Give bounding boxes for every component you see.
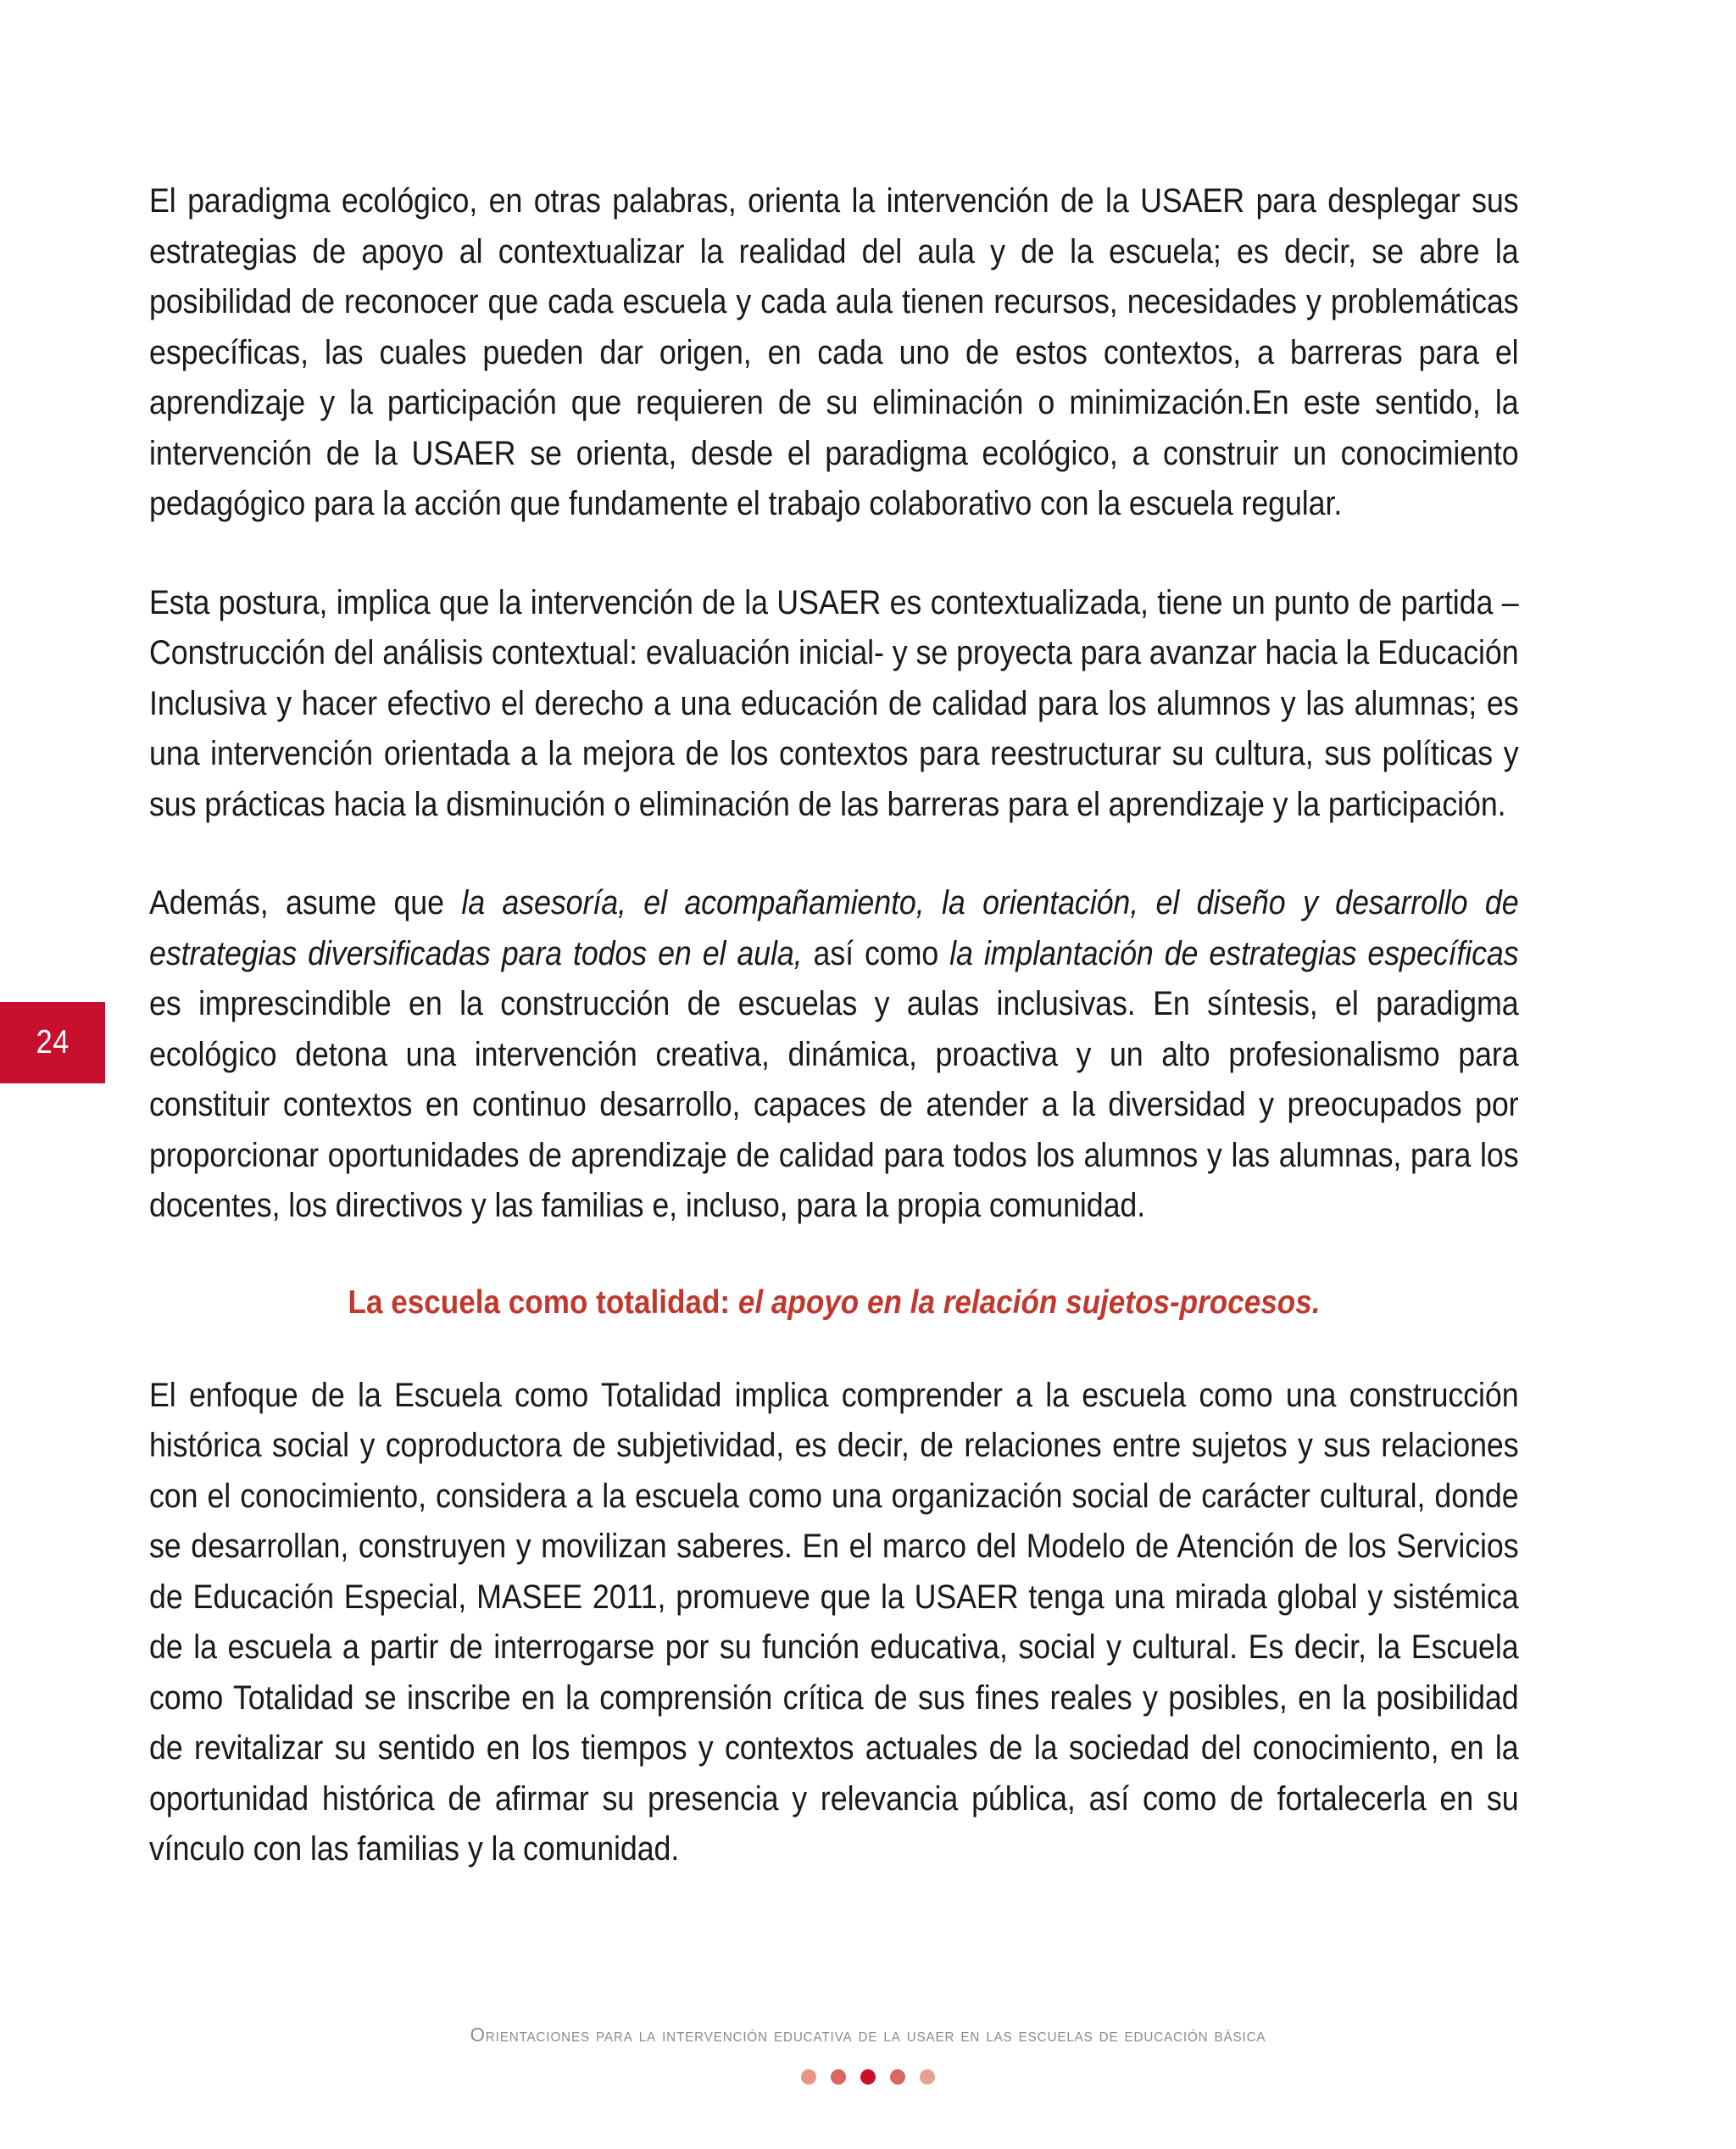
- paragraph-2: Esta postura, implica que la intervención de la USAER es contextualizada, tiene un punto de partida –Construcción del análisis contextual: evaluación inicial- y se proyecta para avanzar hacia la Educación Inclusiva y hacer efectivo el derecho a una educación de calidad para los alumnos y las alumnas; es una intervención orientada a la mejora de los contextos para reestructurar su cultura, sus políticas y sus prácticas hacia la disminución o eliminación de las barreras para el aprendizaje y la participación.: [149, 583, 1519, 823]
- paragraph-3: [149, 878, 1519, 1232]
- paragraph-3-emphasis-1: la asesoría, el acompañamiento, la orientación, el diseño y desarrollo de estrategias diversificadas para todos en el aula,: [149, 884, 1519, 972]
- page-content: [149, 176, 1519, 1875]
- paragraph-3-tail: es imprescindible en la construcción de escuelas y aulas inclusivas. En síntesis, el paradigma ecológico detona una intervención creativa, dinámica, proactiva y un alto profesionalismo para constituir contextos en continuo desarrollo, capaces de atender a la diversidad y preocupados por proporcionar oportunidades de aprendizaje de calidad para todos los alumnos y las alumnas, para los docentes, los directivos y las familias e, incluso, para la propia comunidad.: [149, 985, 1519, 1224]
- footer-dot-2: [831, 2069, 846, 2085]
- paragraph-4: El enfoque de la Escuela como Totalidad implica comprender a la escuela como una construcción histórica social y coproductora de subjetividad, es decir, de relaciones entre sujetos y sus relaciones con el conocimiento, considera a la escuela como una organización social de carácter cultural, donde se desarrollan, construyen y movilizan saberes. En el marco del Modelo de Atención de los Servicios de Educación Especial, MASEE 2011, promueve que la USAER tenga una mirada global y sistémica de la escuela a partir de interrogarse por su función educativa, social y cultural. Es decir, la Escuela como Totalidad se inscribe en la comprensión crítica de sus fines reales y posibles, en la posibilidad de revitalizar su sentido en los tiempos y contextos actuales de la sociedad del conocimiento, en la oportunidad histórica de afirmar su presencia y relevancia pública, así como de fortalecerla en su vínculo con las familias y la comunidad.: [149, 1376, 1519, 1868]
- footer-dot-4: [890, 2069, 905, 2085]
- section-heading-italic: el apoyo en la relación sujetos-procesos.: [737, 1283, 1321, 1321]
- page-number-label: 24: [36, 1024, 70, 1061]
- paragraph-3-connector: así como: [802, 934, 950, 972]
- footer-dot-1: [801, 2069, 816, 2085]
- page-number-badge: [0, 1002, 105, 1083]
- paragraph-1: El paradigma ecológico, en otras palabras, orienta la intervención de la USAER para desplegar sus estrategias de apoyo al contextualizar la realidad del aula y de la escuela; es decir, se abre la posibilidad de reconocer que cada escuela y cada aula tienen recursos, necesidades y problemáticas específicas, las cuales pueden dar origen, en cada uno de estos contextos, a barreras para el aprendizaje y la participación que requieren de su eliminación o minimización.En este sentido, la intervención de la USAER se orienta, desde el paradigma ecológico, a construir un conocimiento pedagógico para la acción que fundamente el trabajo colaborativo con la escuela regular.: [149, 182, 1519, 522]
- paragraph-3-lead: Además, asume que: [149, 884, 462, 921]
- section-heading-bold: La escuela como totalidad:: [348, 1283, 738, 1321]
- section-heading: [218, 1279, 1450, 1327]
- footer-dot-5: [920, 2069, 935, 2085]
- footer-running-title: Orientaciones para la intervención educativa de la usaer en las escuelas de educación básica: [470, 2024, 1266, 2046]
- page-footer: [0, 1988, 1736, 2149]
- footer-dot-ornament: [0, 2069, 1736, 2085]
- footer-dot-3: [860, 2069, 876, 2085]
- paragraph-3-emphasis-2: la implantación de estrategias específicas: [949, 934, 1519, 972]
